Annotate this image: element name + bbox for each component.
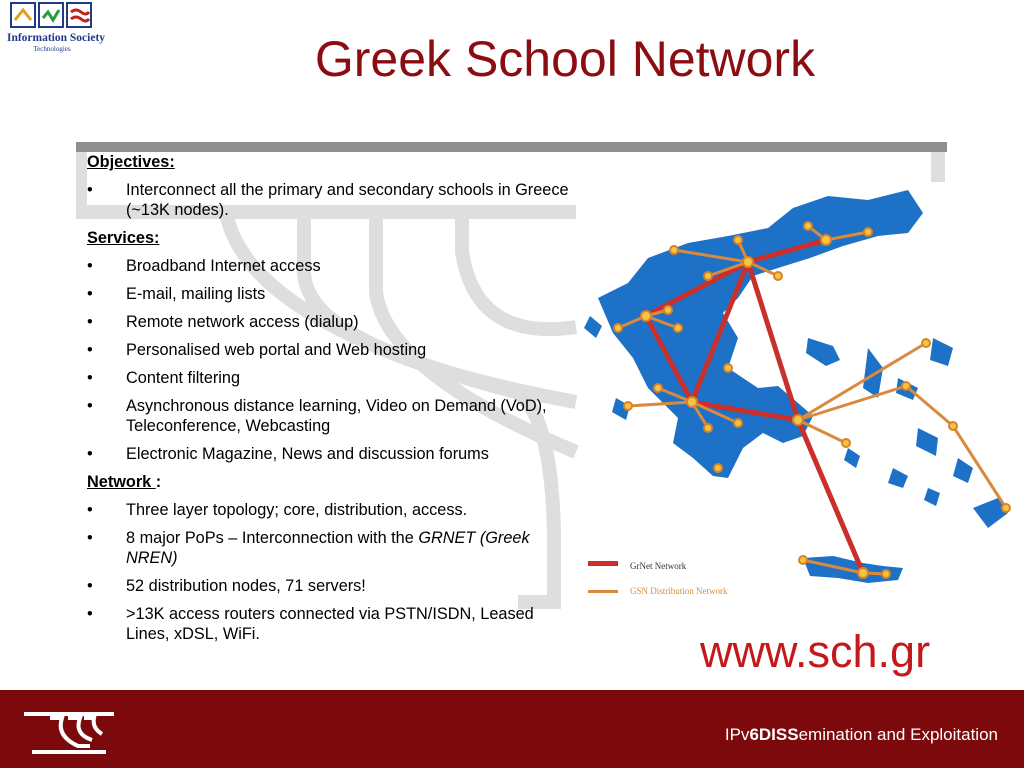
gsn-legend-label: GSN Distribution Network: [630, 586, 728, 596]
footer-text: [725, 725, 998, 745]
list-item: • Interconnect all the primary and secondary schools in Greece (~13K nodes).: [87, 180, 577, 220]
slide-title: Greek School Network: [314, 31, 816, 87]
list-item: • Personalised web portal and Web hosting: [87, 340, 577, 360]
logo-name: Information Society: [6, 32, 106, 44]
information-society-logo: [2, 0, 110, 60]
list-item: • Three layer topology; core, distribution, access.: [87, 500, 577, 520]
grnet-legend-label: GrNet Network: [630, 561, 687, 571]
list-item: • Broadband Internet access: [87, 256, 577, 276]
list-item: [87, 528, 577, 568]
objectives-list: [87, 180, 577, 220]
list-item: • Asynchronous distance learning, Video on Demand (VoD), Teleconference, Webcasting: [87, 396, 577, 436]
objectives-heading: Objectives:: [87, 153, 175, 171]
footer-suffix: emination and Exploitation: [798, 725, 998, 744]
network-heading: [87, 472, 577, 492]
list-item: • E-mail, mailing lists: [87, 284, 577, 304]
institution-logo-icon: [22, 706, 120, 758]
network-heading-colon: :: [155, 473, 162, 491]
list-item: • Remote network access (dialup): [87, 312, 577, 332]
header-divider: [76, 142, 947, 152]
logo-squares-icon: [10, 2, 92, 30]
footer-bar: [0, 690, 1024, 768]
services-list: [87, 256, 577, 464]
list-item: • Content filtering: [87, 368, 577, 388]
greece-network-map: [578, 188, 1024, 612]
network-heading-text: Network: [87, 473, 156, 491]
gsn-legend-swatch: [588, 590, 618, 593]
list-item: • 52 distribution nodes, 71 servers!: [87, 576, 577, 596]
slide-body: [87, 152, 577, 652]
footer-bold: 6DISS: [749, 725, 799, 744]
services-heading: Services:: [87, 229, 160, 247]
grnet-italic: GRNET (Greek NREN): [126, 529, 530, 567]
logo-subtitle: Technologies: [33, 45, 71, 53]
footer-prefix: IPv: [724, 725, 750, 744]
list-item: • >13K access routers connected via PSTN/ISDN, Leased Lines, xDSL, WiFi.: [87, 604, 577, 644]
map-legend: [588, 561, 728, 596]
network-list: [87, 500, 577, 644]
pops-text: 8 major PoPs – Interconnection with the: [126, 529, 419, 547]
list-item: • Electronic Magazine, News and discussion forums: [87, 444, 577, 464]
grnet-legend-swatch: [588, 561, 618, 566]
website-url[interactable]: www.sch.gr: [700, 626, 931, 677]
